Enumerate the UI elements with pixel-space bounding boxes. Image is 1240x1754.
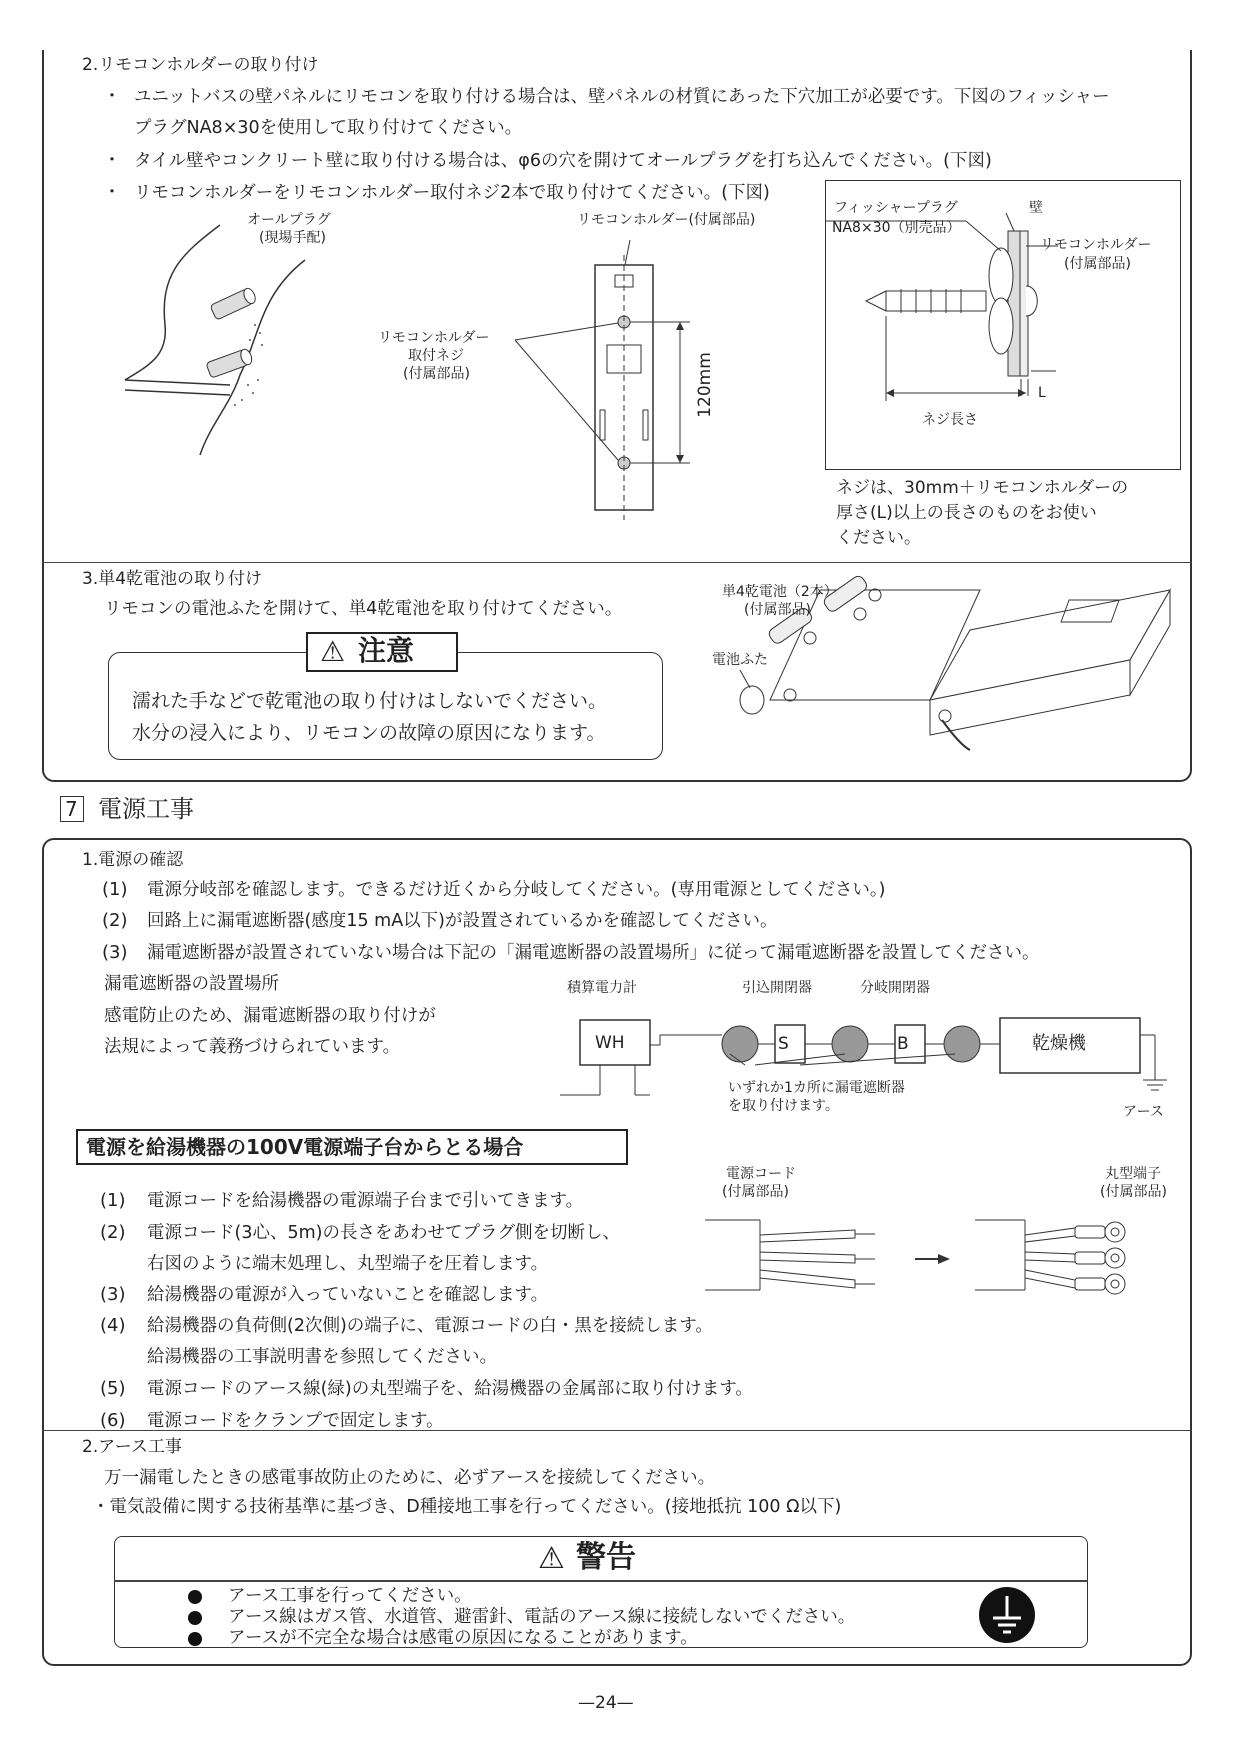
step-2-cont: 右図のように端末処理し、丸型端子を圧着します。 bbox=[147, 1254, 549, 1274]
warning-line-2: アース線はガス管、水道管、避雷針、電話のアース線に接続しないでください。 bbox=[228, 1607, 856, 1627]
main-switch-label: 引込開閉器 bbox=[742, 980, 812, 996]
caution-icon: ⚠ bbox=[320, 635, 346, 668]
warning-line-1: アース工事を行ってください。 bbox=[228, 1586, 472, 1606]
bullet-2: タイル壁やコンクリート壁に取り付ける場合は、φ6の穴を開けてオールプラグを打ち込んでください。(下図) bbox=[134, 151, 992, 171]
item-2: 回路上に漏電遮断器(感度15 mA以下)が設置されているかを確認してください。 bbox=[147, 911, 778, 931]
earth-label: アース bbox=[1123, 1104, 1164, 1120]
item-3: 漏電遮断器が設置されていない場合は下記の「漏電遮断器の設置場所」に従って漏電遮断器を設置してください。 bbox=[147, 943, 1040, 963]
fischer-plug-label-2: NA8×30（別売品） bbox=[832, 220, 961, 236]
cord-figure bbox=[705, 1210, 1185, 1300]
part-2-heading: 2.アース工事 bbox=[82, 1437, 182, 1457]
breaker-note-2: を取り付けます。 bbox=[728, 1098, 839, 1114]
step-4-cont: 給湯機器の工事説明書を参照してください。 bbox=[147, 1347, 497, 1367]
divider bbox=[42, 562, 1192, 563]
item-1: 電源分岐部を確認します。できるだけ近くから分岐してください。(専用電源としてください。) bbox=[147, 880, 886, 900]
breaker-location-line-1: 感電防止のため、漏電遮断器の取り付けが bbox=[104, 1006, 436, 1026]
warning-icon: ⚠ bbox=[538, 1541, 565, 1576]
caution-line-1: 濡れた手などで乾電池の取り付けはしないでください。 bbox=[132, 690, 608, 712]
terminal-label: 丸型端子 bbox=[1105, 1166, 1161, 1182]
step-6-number: (6) bbox=[100, 1410, 126, 1431]
allplug-label-sub: (現場手配) bbox=[259, 230, 326, 246]
bullet-icon bbox=[188, 1590, 202, 1604]
caution-line-2: 水分の浸入により、リモコンの故障の原因になります。 bbox=[132, 722, 606, 744]
step-1-number: (1) bbox=[100, 1190, 126, 1211]
bullet-mark: ・ bbox=[103, 182, 121, 203]
step-2-number: (2) bbox=[100, 1222, 126, 1243]
breaker-location-line-2: 法規によって義務づけられています。 bbox=[104, 1037, 401, 1057]
battery-label-2: (付属部品) bbox=[744, 602, 811, 618]
fischer-note-1: ネジは、30mm＋リモコンホルダーの bbox=[836, 478, 1129, 498]
part-2-text: 万一漏電したときの感電事故防止のために、必ずアースを接続してください。 bbox=[104, 1468, 716, 1488]
screw-length-label: ネジ長さ bbox=[922, 412, 978, 428]
screw-label-2: 取付ネジ bbox=[408, 348, 464, 364]
step-5: 電源コードのアース線(緑)の丸型端子を、給湯機器の金属部に取り付けます。 bbox=[147, 1379, 753, 1399]
part-2-note: ・電気設備に関する技術基準に基づき、D種接地工事を行ってください。(接地抵抗 100 Ω以下) bbox=[92, 1497, 842, 1517]
dryer-label: 乾燥機 bbox=[1032, 1033, 1086, 1054]
section-3-text: リモコンの電池ふたを開けて、単4乾電池を取り付けてください。 bbox=[104, 599, 623, 619]
page-number: —24— bbox=[578, 1693, 634, 1713]
step-4-number: (4) bbox=[100, 1315, 126, 1336]
wh-label: WH bbox=[595, 1033, 625, 1053]
section-7-title: 電源工事 bbox=[98, 795, 194, 823]
water-heater-title: 電源を給湯機器の100V電源端子台からとる場合 bbox=[86, 1135, 524, 1159]
bullet-3: リモコンホルダーをリモコンホルダー取付ネジ2本で取り付けてください。(下図) bbox=[134, 183, 770, 203]
meter-label: 積算電力計 bbox=[567, 980, 637, 996]
s-label: S bbox=[778, 1034, 789, 1054]
cord-label-2: (付属部品) bbox=[722, 1184, 789, 1200]
wall-label: 壁 bbox=[1029, 200, 1043, 216]
branch-switch-label: 分岐開閉器 bbox=[860, 980, 930, 996]
fischer-plug-label: フィッシャープラグ bbox=[834, 200, 958, 216]
step-4: 給湯機器の負荷側(2次側)の端子に、電源コードの白・黒を接続します。 bbox=[147, 1316, 713, 1336]
fischer-holder-label-2: (付属部品) bbox=[1064, 256, 1131, 272]
holder-label: リモコンホルダー(付属部品) bbox=[577, 212, 756, 228]
breaker-location-title: 漏電遮断器の設置場所 bbox=[104, 974, 279, 994]
breaker-note-1: いずれか1カ所に漏電遮断器 bbox=[728, 1080, 905, 1096]
bullet-icon bbox=[188, 1611, 202, 1625]
screw-label: リモコンホルダー bbox=[378, 330, 490, 346]
dimension-label: 120mm bbox=[695, 352, 715, 418]
section-2-heading: 2.リモコンホルダーの取り付け bbox=[82, 55, 319, 75]
bullet-mark: ・ bbox=[103, 86, 121, 107]
b-label: B bbox=[897, 1034, 909, 1054]
item-3-number: (3) bbox=[102, 942, 128, 963]
part-1-heading: 1.電源の確認 bbox=[82, 850, 184, 870]
fischer-holder-label: リモコンホルダー bbox=[1040, 237, 1152, 253]
step-5-number: (5) bbox=[100, 1378, 126, 1399]
fischer-note-2: 厚さ(L)以上の長さのものをお使い bbox=[836, 503, 1097, 523]
warning-divider bbox=[114, 1580, 1088, 1582]
item-2-number: (2) bbox=[102, 910, 128, 931]
warning-line-3: アースが不完全な場合は感電の原因になることがあります。 bbox=[228, 1628, 698, 1648]
warning-title: 警告 bbox=[576, 1540, 636, 1575]
bullet-mark: ・ bbox=[103, 150, 121, 171]
bullet-icon bbox=[188, 1632, 202, 1646]
bullet-1-line-1: ユニットバスの壁パネルにリモコンを取り付ける場合は、壁パネルの材質にあった下穴加工が必要です。下図のフィッシャー bbox=[134, 87, 1110, 107]
battery-label: 単4乾電池（2本） bbox=[722, 584, 838, 600]
l-label: L bbox=[1038, 385, 1046, 401]
circuit-diagram bbox=[560, 1010, 1180, 1130]
caution-title: 注意 bbox=[358, 634, 415, 667]
terminal-label-2: (付属部品) bbox=[1100, 1184, 1167, 1200]
section-3-heading: 3.単4乾電池の取り付け bbox=[82, 569, 263, 589]
fischer-note-3: ください。 bbox=[836, 528, 921, 548]
bullet-1-line-2: プラグNA8×30を使用して取り付けてください。 bbox=[134, 118, 523, 138]
step-1: 電源コードを給湯機器の電源端子台まで引いてきます。 bbox=[147, 1191, 584, 1211]
allplug-label: オールプラグ bbox=[247, 212, 331, 228]
step-3: 給湯機器の電源が入っていないことを確認します。 bbox=[147, 1285, 549, 1305]
step-2: 電源コード(3心、5m)の長さをあわせてプラグ側を切断し、 bbox=[147, 1223, 620, 1243]
ground-icon bbox=[978, 1586, 1036, 1644]
step-6: 電源コードをクランプで固定します。 bbox=[147, 1411, 444, 1431]
step-3-number: (3) bbox=[100, 1284, 126, 1305]
section-7-number: 7 bbox=[65, 797, 78, 821]
allplug-figure bbox=[120, 215, 320, 460]
cord-label: 電源コード bbox=[726, 1166, 796, 1182]
battery-cover-label: 電池ふた bbox=[712, 652, 768, 668]
screw-label-3: (付属部品) bbox=[403, 366, 470, 382]
item-1-number: (1) bbox=[102, 879, 128, 900]
